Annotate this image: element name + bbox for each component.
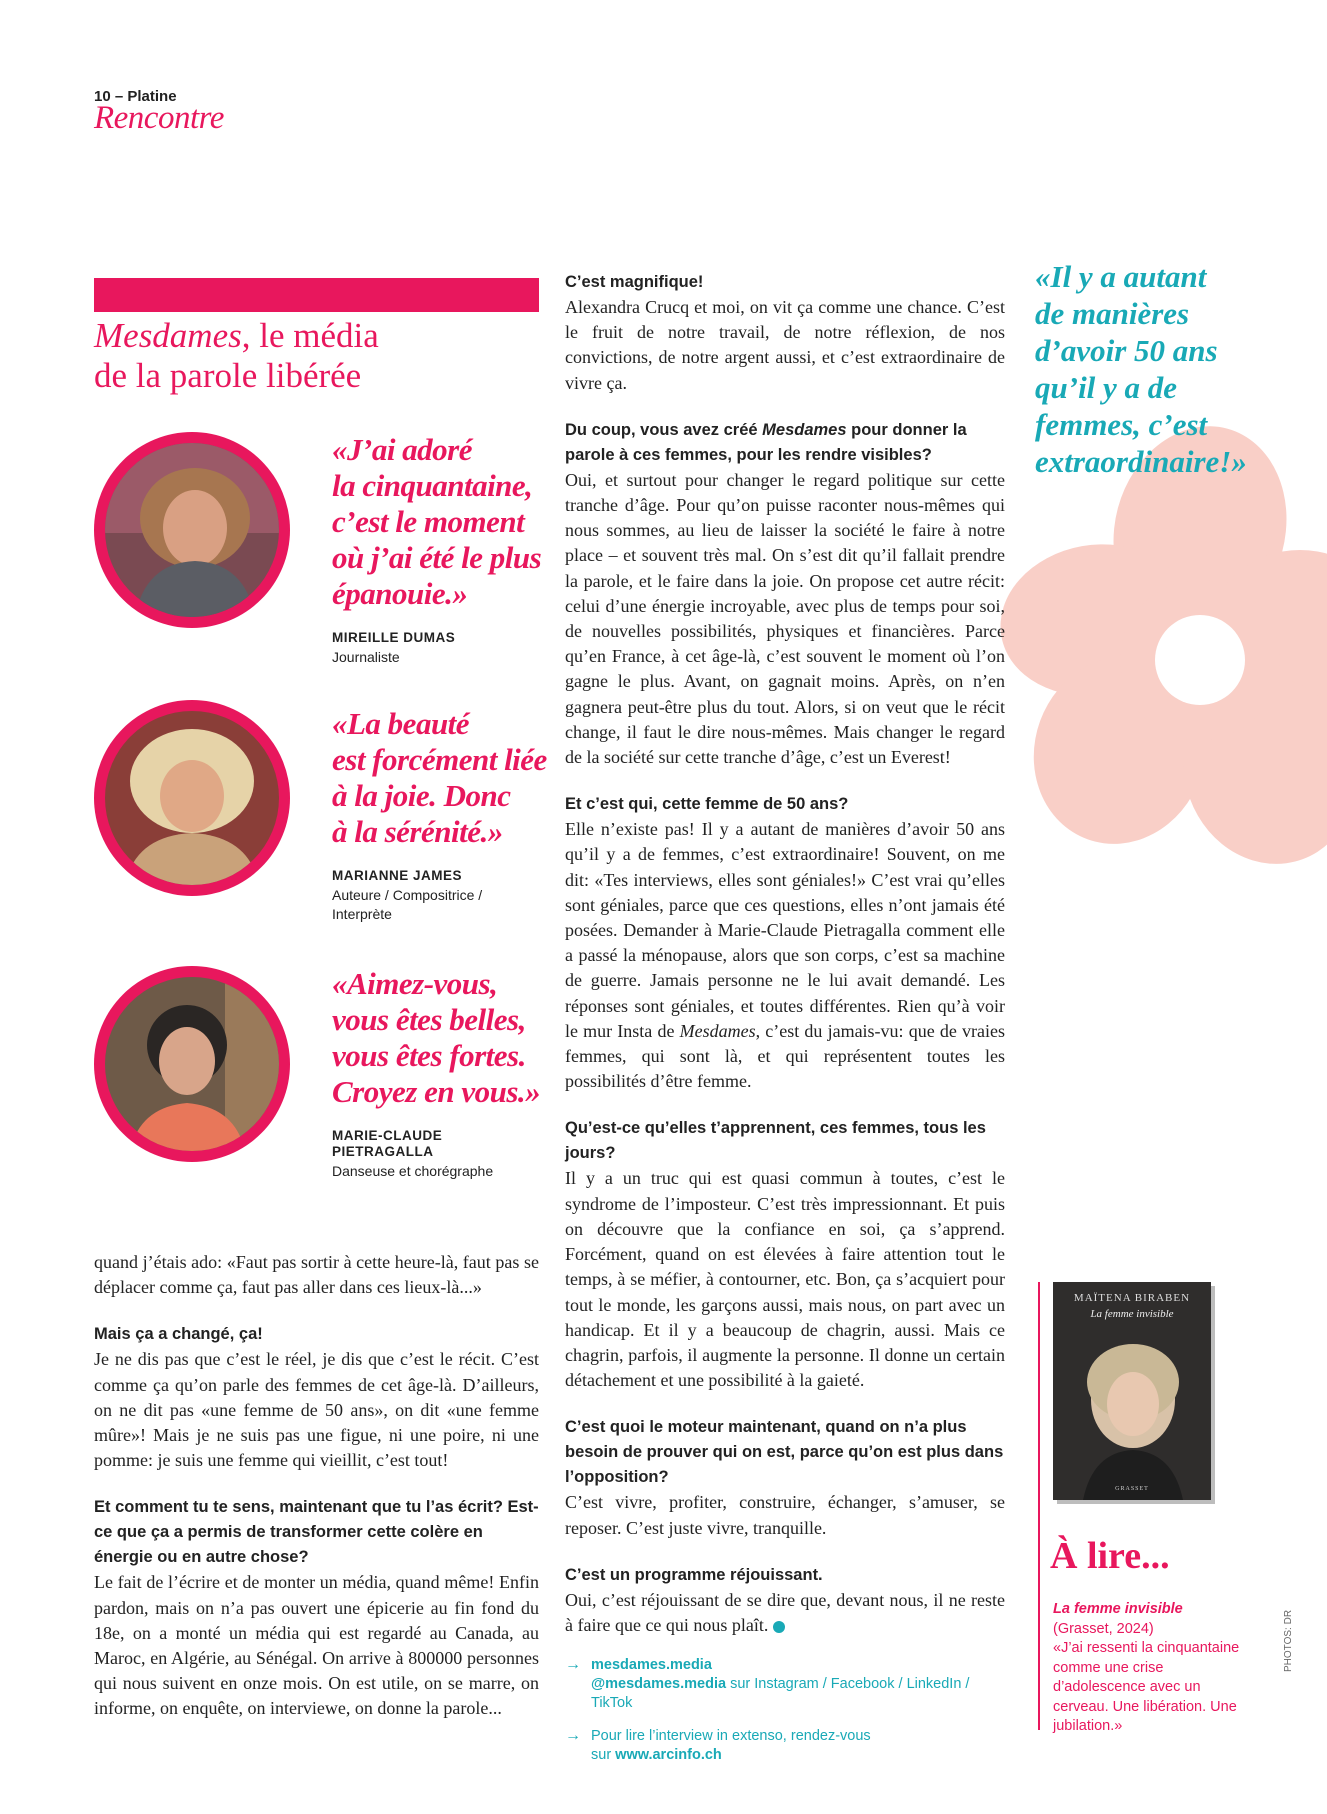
pull-quote-line: d’avoir 50 ans [1035,333,1218,368]
quote-marie-claude-pietragalla [332,966,572,1110]
handle-rest: sur Instagram / Facebook / LinkedIn / TikTok [591,1676,970,1712]
book-box-rule [1038,1282,1040,1730]
avatar-marianne-james [94,700,290,896]
pull-quote-line: femmes, c’est [1035,407,1208,442]
paragraph: Oui, et surtout pour changer le regard politique sur cette tranche d’âge. Pour qu’on puisse raconter nous-mêmes qui nous sommes, au lieu de laisser la société le faire à notre place – et souvent très mal. On s’est dit qu’il fallait prendre la parole, et le faire dans la joie. On propose cet autre récit: celui d’une énergie incroyable, avec plus de temps pour soi, de nouvelles possibilités, physiques et financières. Parce qu’en France, à cet âge-là, c’est souvent le moment où l’on gagne le plus. Avant, on gagnait moins. Après, on n’en gagnera peut-être plus du tout. Alors, si on veut que le récit change, il faut le dire nous-mêmes. Mais changer le regard de la société sur cette tranche d’âge, c’est un Everest! [565,469,1005,768]
quote-line: à la sérénité.» [332,814,503,849]
question: Mais ça a changé, ça! [94,1325,263,1344]
book-cover [1053,1282,1215,1504]
links-block [565,1656,1005,1713]
end-mark-icon [773,1621,785,1633]
book-info [1053,1600,1253,1737]
paragraph-italic: Mesdames [679,1020,756,1041]
more-block [565,1727,1005,1765]
portrait-photo [105,711,279,885]
sidebar-title-line2: de la parole libérée [94,356,362,395]
person-name: MIREILLE DUMAS [332,630,456,645]
cover-author: MAÏTENA BIRABEN [1073,1292,1191,1304]
sidebar-color-bar [94,278,539,312]
quote-line: la cinquantaine, [332,468,533,503]
arcinfo-link[interactable]: www.arcinfo.ch [615,1747,722,1764]
quote-line: vous êtes belles, [332,1002,526,1037]
arrow-right-icon: → [565,1727,581,1745]
section-title: Rencontre [94,100,224,136]
left-column [94,1250,539,1722]
question-italic: Mesdames [762,420,847,439]
photo-credit: PHOTOS: DR [1283,1609,1294,1672]
person-role [332,886,482,924]
person-role-line: Interprète [332,906,392,922]
paragraph: Je ne dis pas que c’est le réel, je dis que c’est le récit. C’est comme ça qu’on parle des femmes de cet âge-là. D’ailleurs, on ne dit pas «une femme de 50 ans», on dit «une femme mûre»! Mais je ne suis pas une figue, ni une poire, ni une pomme: je suis une femme qui vieillit, c’est tout! [94,1349,539,1471]
quote-line: Croyez en vous.» [332,1074,541,1109]
pull-quote-line: «Il y a autant [1035,259,1207,294]
pull-quote-line: de manières [1035,296,1190,331]
question: Qu’est-ce qu’elles t’apprennent, ces femmes, tous les jours? [565,1119,986,1163]
link-line [591,1727,891,1765]
book-title: La femme invisible [1053,1601,1183,1617]
site-link[interactable]: mesdames.media [591,1657,712,1674]
paragraph-part: Elle n’existe pas! Il y a autant de manières d’avoir 50 ans qu’il y a de femmes, c’est extraordinaire! Souvent, on me dit: «Tes interviews, elles sont géniales!» C’est vrai qu’elles sont géniales, parce que ces questions, elles n’ont jamais été posées. Demander à Marie-Claude Pietragalla comment elle a passé la ménopause, alors que son corps, c’est sa machine de guerre. Jamais personne ne le lui avait demandé. Les réponses sont géniales, et toutes différentes. Rien qu’à voir le mur Insta de [565,819,1005,1041]
person-name [332,1128,442,1160]
handle-link[interactable]: @mesdames.media [591,1676,727,1693]
portrait-photo [105,977,279,1151]
sidebar-title [94,316,514,396]
paragraph [565,1588,1005,1638]
quote-marianne-james [332,706,572,850]
question-part: Du coup, vous avez créé [565,420,763,439]
quote-line: «Aimez-vous, [332,966,498,1001]
quote-line: «J’ai adoré [332,432,473,467]
paragraph-text: Oui, c’est réjouissant de se dire que, devant nous, il ne reste à faire que ce qui nous plaît. [565,1589,1005,1635]
middle-column [565,270,1005,1765]
question: C’est un programme réjouissant. [565,1565,823,1584]
book-heading: À lire... [1050,1535,1170,1577]
question: C’est quoi le moteur maintenant, quand on n’a plus besoin de prouver qui on est, parce qu’on est plus dans l’opposition? [565,1418,1004,1487]
question: C’est magnifique! [565,273,704,291]
paragraph: Il y a un truc qui est quasi commun à toutes, c’est le syndrome de l’imposteur. C’est très impressionnant. Et puis on découvre que la confiance en soi, ça s’apprend. Forcément, quand on est élevées à faire attention tout le temps, à se méfier, à contourner, etc. Bon, ça s’acquiert pour tout le monde, les garçons aussi, mais nous, on part avec un handicap. Et il y a beaucoup de chagrin, aussi. Mais ce chagrin, parfois, il augmente la personne. Il donne un certain détachement et une possibilité à la gaieté. [565,1168,1005,1391]
avatar-marie-claude-pietragalla [94,966,290,1162]
person-role: Danseuse et chorégraphe [332,1163,494,1179]
person-role-line: Auteure / Compositrice / [332,887,483,903]
question: Et comment tu te sens, maintenant que tu l’as écrit? Est-ce que ça a permis de transformer cette colère en énergie ou en autre chose? [94,1498,539,1567]
page-folio: 10 – Platine [94,88,177,105]
quote-mireille-dumas [332,432,562,612]
paragraph [565,817,1005,1094]
paragraph: C’est vivre, profiter, construire, échanger, s’amuser, se reposer. C’est juste vivre, tranquille. [565,1492,1005,1538]
pull-quote-line: extraordinaire!» [1035,444,1247,479]
pull-quote [1035,258,1275,480]
paragraph-part: , c’est du jamais-vu: que de vraies femmes, qui sont là, et qui représentent toutes les possibilités d’être femme. [565,1020,1006,1092]
quote-line: «La beauté [332,706,470,741]
avatar-mireille-dumas [94,432,290,628]
quote-line: épanouie.» [332,576,468,611]
paragraph: Alexandra Crucq et moi, on vit ça comme une chance. C’est le fruit de notre travail, de notre réflexion, de nos convictions, de notre argent aussi, et c’est extraordinaire de vivre ça. [565,297,1005,393]
person-name-line: PIETRAGALLA [332,1144,434,1159]
quote-line: à la joie. Donc [332,778,511,813]
portrait-photo [105,443,279,617]
question: Et c’est qui, cette femme de 50 ans? [565,795,849,814]
book-quote: «J’ai ressenti la cinquantaine comme une crise d’adolescence avec un cerveau. Une libération. Une jubilation.» [1053,1640,1240,1734]
person-role: Journaliste [332,649,400,665]
pull-quote-line: qu’il y a de [1035,370,1178,405]
more-text: Pour lire l’interview in extenso, rendez-vous sur [591,1728,871,1764]
sidebar-title-italic: Mesdames [94,316,242,355]
paragraph: quand j’étais ado: «Faut pas sortir à cette heure-là, faut pas se déplacer comme ça, faut pas aller dans ces lieux-là...» [94,1252,539,1298]
flower-decoration [1000,420,1327,870]
person-name-line: MARIE-CLAUDE [332,1128,443,1143]
person-name: MARIANNE JAMES [332,868,463,883]
cover-publisher: GRASSET [1115,1486,1149,1492]
paragraph: Le fait de l’écrire et de monter un média, quand même! Enfin pardon, mais on n’a pas ouvert une épicerie au fin fond du 18e, on a monté un média qui est regardé au Canada, au Maroc, en Algérie, au Sénégal. On arrive à 800000 personnes qui nous suivent en onze mois. On est utile, on se marre, on informe, on enquête, on interviewe, on donne la parole... [94,1572,539,1719]
book-publisher: (Grasset, 2024) [1053,1620,1154,1637]
link-line [591,1656,1005,1713]
arrow-right-icon: → [565,1656,581,1674]
question-part: pour donner la parole à ces femmes, pour les rendre visibles? [565,420,967,464]
question [565,418,1005,468]
quote-line: est forcément liée [332,742,547,777]
cover-title: La femme invisible [1090,1308,1174,1320]
quote-line: où j’ai été le plus [332,540,542,575]
quote-line: vous êtes fortes. [332,1038,526,1073]
sidebar-title-rest: , le média [241,316,379,355]
quote-line: c’est le moment [332,504,525,539]
